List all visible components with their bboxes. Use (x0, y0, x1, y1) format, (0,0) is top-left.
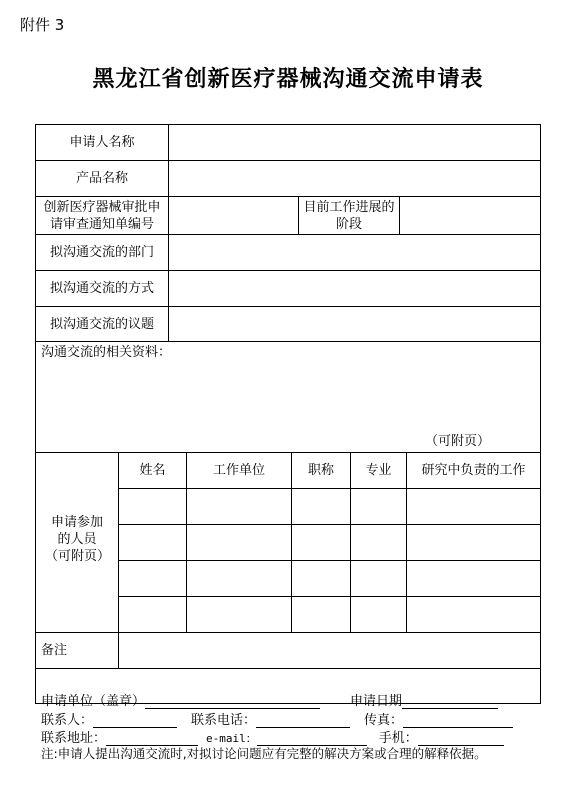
participants-entry-area[interactable] (119, 489, 540, 632)
contact-person-label: 联系人： (41, 713, 94, 728)
form-title: 黑龙江省创新医疗器械沟通交流申请表 (92, 67, 484, 92)
application-date-label: 申请日期 (350, 694, 403, 709)
application-form-table (35, 124, 541, 704)
applicant-name-label: 申请人名称 (69, 135, 135, 150)
review-notice-number-label: 创新医疗器械审批申请审查通知单编号 (43, 199, 161, 232)
footer-note: 注:申请人提出沟通交流时,对拟讨论问题应有完整的解决方案或合理的解释依据。 (41, 746, 487, 761)
column-header-major: 专业 (365, 463, 392, 478)
participants-label: 申请参加的人员（可附页） (45, 514, 111, 564)
current-stage-field[interactable] (400, 197, 540, 234)
applicant-unit-field[interactable] (145, 695, 320, 709)
review-notice-number-field[interactable] (169, 197, 298, 234)
footer-contact-row (41, 709, 513, 728)
contact-phone-field[interactable] (256, 714, 350, 728)
row-separator (35, 341, 541, 342)
remarks-label: 备注 (41, 643, 68, 658)
fax-label: 传真： (364, 713, 404, 728)
mobile-label: 手机： (378, 731, 418, 746)
current-stage-label: 目前工作进展的阶段 (303, 199, 395, 232)
contact-person-field[interactable] (93, 714, 177, 728)
row-separator (35, 668, 541, 669)
application-date-field[interactable] (402, 695, 498, 709)
column-header-work-unit: 工作单位 (212, 463, 265, 478)
department-label: 拟沟通交流的部门 (49, 245, 154, 260)
fax-field[interactable] (403, 714, 513, 728)
method-label: 拟沟通交流的方式 (49, 281, 154, 296)
footer-unit-row (41, 690, 498, 709)
remarks-field[interactable] (119, 633, 540, 668)
product-name-field[interactable] (169, 161, 540, 196)
department-field[interactable] (169, 235, 540, 270)
column-header-responsibility: 研究中负责的工作 (421, 463, 526, 478)
applicant-name-field[interactable] (169, 125, 540, 160)
method-field[interactable] (169, 271, 540, 306)
column-header-title: 职称 (307, 463, 334, 478)
topic-label: 拟沟通交流的议题 (49, 316, 154, 332)
product-name-label: 产品名称 (75, 171, 128, 186)
column-separator (298, 196, 299, 234)
topic-field[interactable] (169, 307, 540, 341)
email-label: e-mail： (206, 732, 257, 745)
applicant-unit-label: 申请单位（盖章） (41, 694, 146, 709)
materials-field[interactable] (36, 362, 540, 430)
contact-phone-label: 联系电话： (191, 713, 257, 728)
column-header-name: 姓名 (139, 463, 166, 478)
contact-address-label: 联系地址： (41, 731, 107, 746)
table-border-right (540, 124, 541, 704)
attachment-label: 附件 3 (20, 16, 65, 34)
materials-label: 沟通交流的相关资料： (41, 344, 172, 360)
materials-attachable-note: （可附页） (425, 433, 491, 449)
